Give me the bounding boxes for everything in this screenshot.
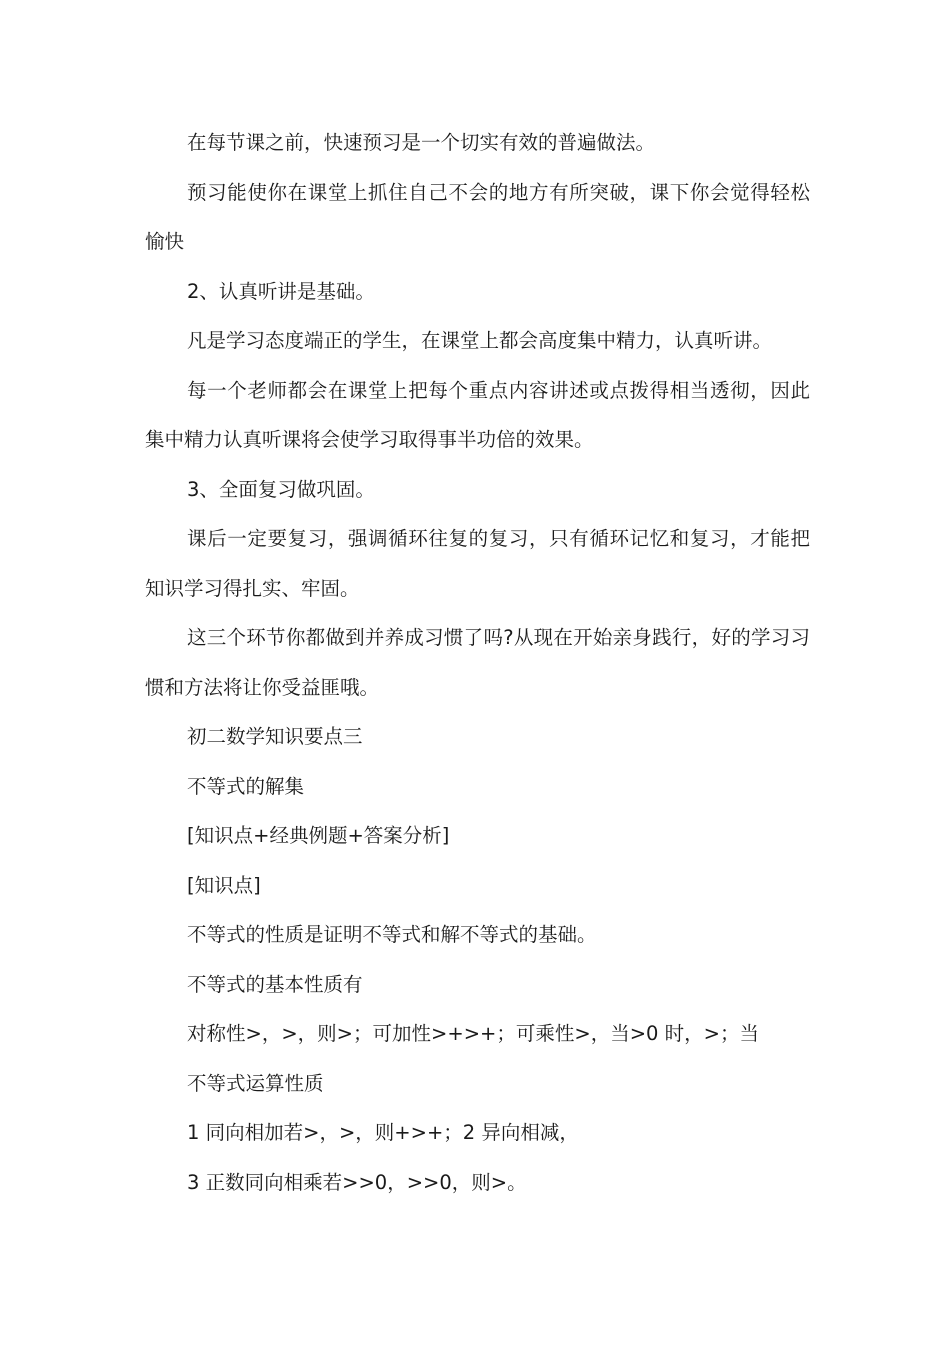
paragraph-basic-properties: 不等式的基本性质有 (187, 972, 363, 996)
heading-math-points: 初二数学知识要点三 (187, 725, 363, 748)
paragraph-operation-properties: 不等式运算性质 (187, 1071, 324, 1095)
paragraph-property-list: 对称性>，>，则>；可加性>+>+；可乘性>，当>0 时，>；当 (187, 1022, 759, 1045)
section-label-overview: [知识点+经典例题+答案分析] (187, 824, 450, 847)
paragraph-habit: 这三个环节你都做到并养成习惯了吗?从现在开始亲身践行，好的学习习惯和方法将让你受益匪哦。 (145, 626, 810, 699)
document-body (145, 118, 810, 1207)
heading-listen: 2、认真听讲是基础。 (187, 279, 375, 303)
heading-inequality-solution: 不等式的解集 (187, 774, 305, 798)
paragraph-review: 课后一定要复习，强调循环往复的复习，只有循环记忆和复习，才能把知识学习得扎实、牢固。 (145, 527, 810, 600)
paragraph-preview-benefit: 预习能使你在课堂上抓住自己不会的地方有所突破，课下你会觉得轻松愉快 (145, 180, 810, 253)
paragraph-inequality-basis: 不等式的性质是证明不等式和解不等式的基础。 (187, 923, 597, 946)
paragraph-rule-1-2: 1 同向相加若>，>，则+>+；2 异向相减， (187, 1121, 579, 1144)
heading-review: 3、全面复习做巩固。 (187, 477, 375, 501)
paragraph-rule-3: 3 正数同向相乘若>>0，>>0，则>。 (187, 1170, 527, 1194)
paragraph-listen-attitude: 凡是学习态度端正的学生，在课堂上都会高度集中精力，认真听讲。 (187, 329, 773, 352)
paragraph-listen-teacher: 每一个老师都会在课堂上把每个重点内容讲述或点拨得相当透彻，因此集中精力认真听课将会使学习取得事半功倍的效果。 (145, 378, 810, 451)
section-label-knowledge: [知识点] (187, 873, 261, 897)
paragraph-preview-intro: 在每节课之前，快速预习是一个切实有效的普遍做法。 (187, 131, 656, 154)
